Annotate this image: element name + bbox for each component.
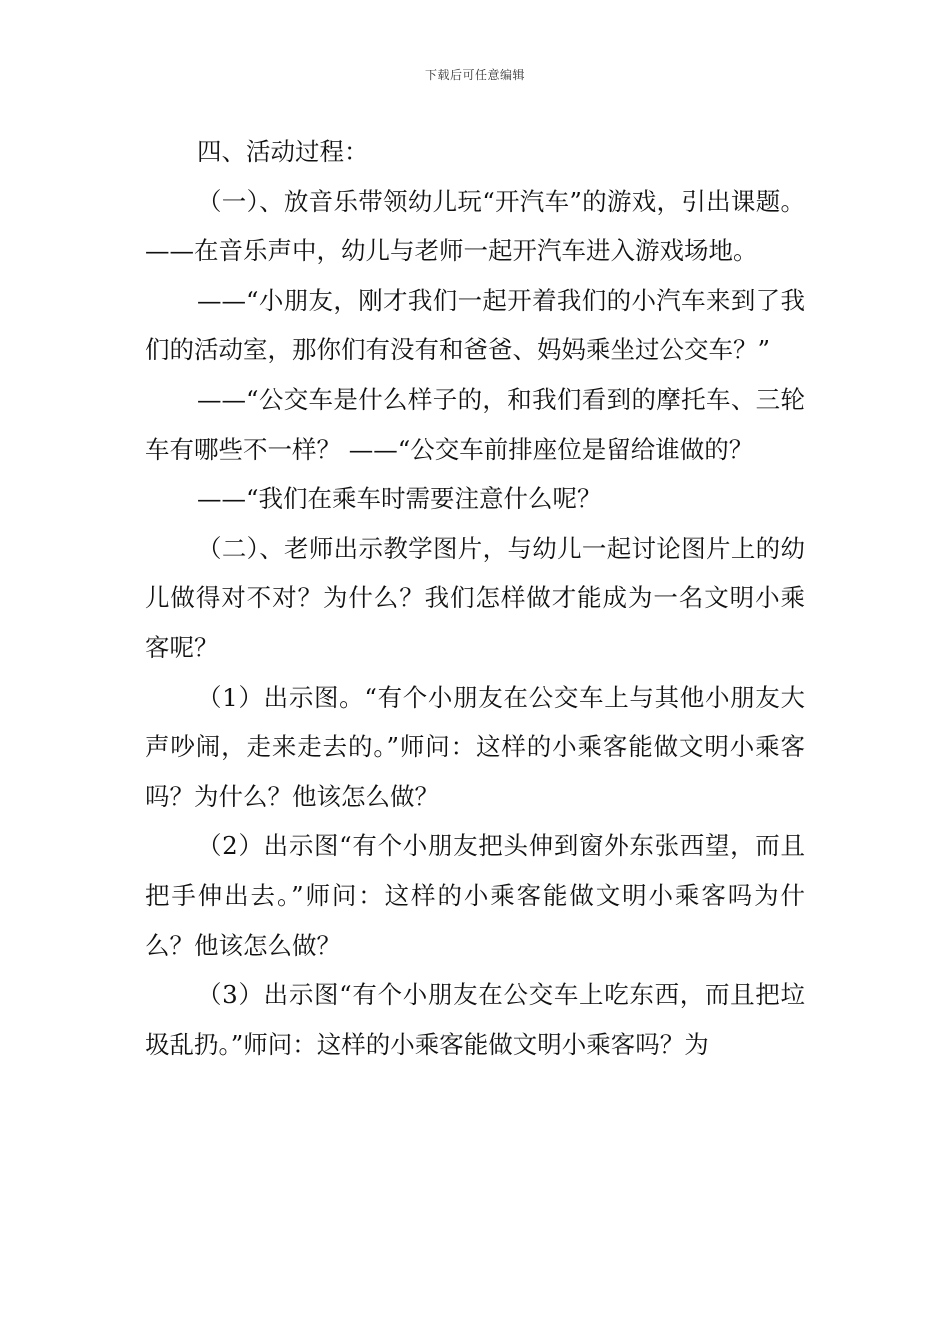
paragraph-6: （1）出示图。“有个小朋友在公交车上与其他小朋友大声吵闹，走来走去的。”师问：这样的小乘客能做文明小乘客吗？为什么？他该怎么做？ [145, 682, 805, 811]
paragraph-4: ——“我们在乘车时需要注意什么呢？ [197, 484, 602, 514]
paragraph-5: （二）、老师出示教学图片，与幼儿一起讨论图片上的幼儿做得对不对？为什么？我们怎样做才能成为一名文明小乘客呢？ [145, 533, 805, 662]
paragraph-2: ——“小朋友，刚才我们一起开着我们的小汽车来到了我们的活动室，那你们有没有和爸爸、妈妈乘坐过公交车？” [145, 285, 805, 365]
document-body [145, 127, 805, 1069]
section-heading: 四、活动过程： [197, 137, 369, 166]
paragraph-1: （一）、放音乐带领幼儿玩“开汽车”的游戏，引出课题。 ——在音乐声中，幼儿与老师一起开汽车进入游戏场地。 [145, 186, 805, 266]
paragraph-3: ——“公交车是什么样子的，和我们看到的摩托车、三轮车有哪些不一样？ ——“公交车前排座位是留给谁做的？ [145, 384, 805, 464]
paragraph-7: （2）出示图“有个小朋友把头伸到窗外东张西望，而且把手伸出去。”师问：这样的小乘客能做文明小乘客吗为什么？他该怎么做？ [145, 831, 805, 960]
paragraph-8: （3）出示图“有个小朋友在公交车上吃东西，而且把垃圾乱扔。”师问：这样的小乘客能做文明小乘客吗？为 [145, 980, 805, 1059]
page-header: 下载后可任意编辑 [424, 68, 525, 82]
